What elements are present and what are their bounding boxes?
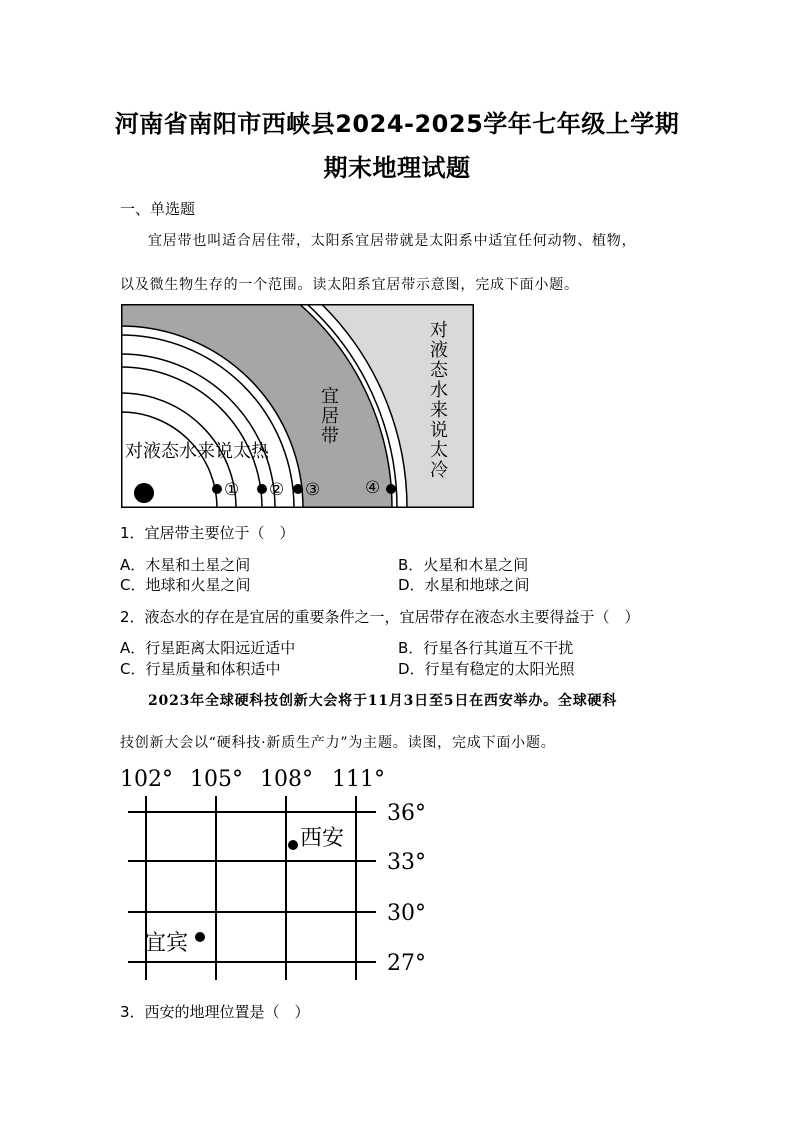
question-3-stem: 3．西安的地理位置是（ ） xyxy=(120,1003,310,1021)
svg-text:冷: 冷 xyxy=(430,460,448,481)
page-title: 河南省南阳市西峡县2024-2025学年七年级上学期 xyxy=(114,110,680,138)
page-title-line2: 期末地理试题 xyxy=(323,154,471,182)
question-2-option-b[interactable]: B．行星各行其道互不干扰 xyxy=(398,639,574,657)
passage-1-line-2: 以及微生物生存的一个范围。读太阳系宜居带示意图，完成下面小题。 xyxy=(120,277,579,293)
planet-3-dot xyxy=(293,484,303,494)
question-2-option-d[interactable]: D．行星有稳定的太阳光照 xyxy=(398,660,575,678)
svg-text:105°: 105° xyxy=(190,767,243,792)
too-hot-label: 对液态水来说太热 xyxy=(125,441,269,462)
question-1-option-c[interactable]: C．地球和火星之间 xyxy=(120,576,251,594)
svg-text:对: 对 xyxy=(430,320,448,341)
svg-text:102°: 102° xyxy=(120,767,173,792)
svg-text:来: 来 xyxy=(430,400,448,421)
svg-text:态: 态 xyxy=(430,360,448,381)
yibin-label: 宜宾 xyxy=(144,931,189,956)
marker-2-label: ② xyxy=(269,480,285,500)
passage-2-line-1: 2023年全球硬科技创新大会将于11月3日至5日在西安举办。全球硬科 xyxy=(148,693,618,709)
section-heading: 一、单选题 xyxy=(120,200,196,218)
habitable-zone-diagram xyxy=(121,304,474,508)
marker-3-label: ③ xyxy=(305,480,321,500)
passage-1-line-1: 宜居带也叫适合居住带，太阳系宜居带就是太阳系中适宜任何动物、植物， xyxy=(148,233,637,249)
question-2-option-c[interactable]: C．行星质量和体积适中 xyxy=(120,660,281,678)
question-2-option-a[interactable]: A．行星距离太阳远近适中 xyxy=(120,639,296,657)
xian-dot xyxy=(288,840,298,850)
longitude-labels xyxy=(120,767,385,792)
marker-1-label: ① xyxy=(224,480,240,500)
marker-4-label: ④ xyxy=(365,478,381,498)
question-1-option-b[interactable]: B．火星和木星之间 xyxy=(398,556,529,574)
svg-text:液: 液 xyxy=(430,340,448,361)
question-2-stem: 2．液态水的存在是宜居的重要条件之一，宜居带存在液态水主要得益于（ ） xyxy=(120,608,640,626)
svg-text:水: 水 xyxy=(430,380,448,401)
svg-text:111°: 111° xyxy=(332,767,385,792)
passage-2-line-2: 技创新大会以“硬科技·新质生产力”为主题。读图，完成下面小题。 xyxy=(120,735,556,751)
question-1-stem: 1．宜居带主要位于（ ） xyxy=(120,524,295,542)
sun-dot xyxy=(134,483,154,503)
svg-text:30°: 30° xyxy=(387,901,426,926)
svg-text:宜: 宜 xyxy=(321,386,339,407)
svg-text:说: 说 xyxy=(430,420,448,441)
question-1-option-d[interactable]: D．水星和地球之间 xyxy=(398,576,530,594)
yibin-dot xyxy=(195,932,205,942)
planet-2-dot xyxy=(257,484,267,494)
habitable-zone-label xyxy=(321,386,339,447)
question-1-option-a[interactable]: A．木星和土星之间 xyxy=(120,556,251,574)
svg-text:居: 居 xyxy=(321,406,339,427)
planet-4-dot xyxy=(386,484,396,494)
lat-lon-grid-map xyxy=(114,760,444,990)
svg-text:太: 太 xyxy=(430,440,448,461)
too-cold-label xyxy=(430,320,449,481)
xian-label: 西安 xyxy=(300,826,345,851)
svg-text:带: 带 xyxy=(321,426,339,447)
svg-text:108°: 108° xyxy=(260,767,313,792)
svg-text:33°: 33° xyxy=(387,850,426,875)
svg-text:36°: 36° xyxy=(387,801,426,826)
svg-text:27°: 27° xyxy=(387,951,426,976)
planet-1-dot xyxy=(212,484,222,494)
latitude-labels xyxy=(387,801,426,976)
